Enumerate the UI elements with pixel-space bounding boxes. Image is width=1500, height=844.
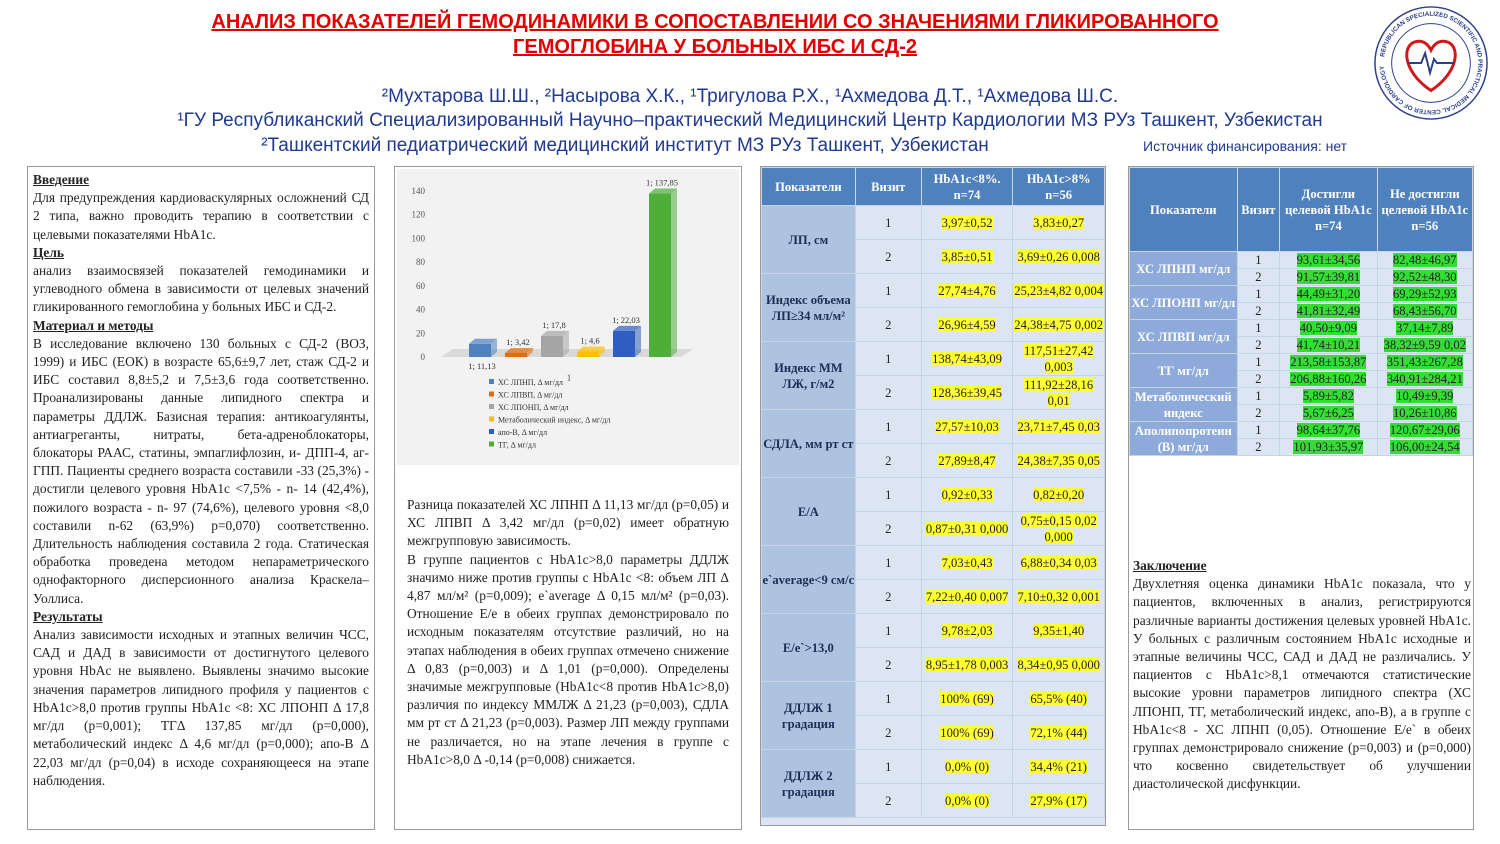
value-cell: 27,57±10,03 (921, 410, 1013, 444)
visit-cell: 1 (1237, 422, 1280, 439)
visit-cell: 1 (1237, 320, 1280, 337)
table-row (1130, 286, 1473, 303)
table-row (762, 546, 1105, 580)
results-heading: Результаты (33, 608, 103, 624)
value-cell: 7,03±0,43 (921, 546, 1013, 580)
row-label-cell: Индекс объема ЛП≥34 мл/м² (762, 274, 856, 342)
table-row (1130, 354, 1473, 371)
title-line-1: АНАЛИЗ ПОКАЗАТЕЛЕЙ ГЕМОДИНАМИКИ В СОПОСТАВЛЕНИИ СО ЗНАЧЕНИЯМИ ГЛИКИРОВАННОГО (211, 11, 1219, 33)
affiliation-1: ¹ГУ Республиканский Специализированный Научно–практический Медицинский Центр Кардиологии МЗ РУз Ташкент, Узбекистан (177, 110, 1323, 131)
value-cell: 27,9% (17) (1013, 784, 1105, 818)
value-cell: 351,43±267,28 (1377, 354, 1472, 371)
visit-cell: 1 (855, 410, 921, 444)
value-cell: 3,83±0,27 (1013, 206, 1105, 240)
data-label: 1; 17,8 (542, 319, 566, 330)
aim-text: анализ взаимосвязей показателей гемодинамики и углеводного обмена в зависимости от целевых значений гликированного гемоглобина у больных ИБС и СД-2. (33, 263, 369, 315)
lipid-table-panel (1128, 166, 1474, 830)
chart-bar (577, 352, 599, 357)
value-cell: 10,26±10,86 (1377, 405, 1472, 422)
value-cell: 0,0% (0) (921, 750, 1013, 784)
value-cell: 98,64±37,76 (1280, 422, 1377, 439)
table-row (762, 206, 1105, 240)
diastolic-table (761, 167, 1105, 818)
diastolic-table-panel (760, 166, 1106, 826)
legend-entry: Метаболический индекс, Δ мг/дл (498, 415, 611, 425)
value-cell: 138,74±43,09 (921, 342, 1013, 376)
visit-cell: 1 (855, 478, 921, 512)
bar-chart-box (397, 169, 739, 465)
table-header-cell: Визит (855, 168, 921, 206)
value-cell: 10,49±9,39 (1377, 388, 1472, 405)
visit-cell: 1 (1237, 286, 1280, 303)
title-line-2: ГЕМОГЛОБИНА У БОЛЬНЫХ ИБС И СД-2 (513, 36, 917, 58)
visit-cell: 2 (1237, 303, 1280, 320)
row-label-cell: ДДЛЖ 2 градация (762, 750, 856, 818)
authors: ²Мухтарова Ш.Ш., ²Насырова Х.К., ¹Тригулова Р.Х., ¹Ахмедова Д.Т., ¹Ахмедова Ш.С. (381, 86, 1119, 107)
legend-entry: ХС ЛПОНП, Δ мг/дл (498, 403, 569, 412)
value-cell: 7,10±0,32 0,001 (1013, 580, 1105, 614)
visit-cell: 1 (1237, 388, 1280, 405)
visit-cell: 2 (855, 648, 921, 682)
value-cell: 9,35±1,40 (1013, 614, 1105, 648)
legend-swatch (489, 379, 494, 384)
visit-cell: 2 (855, 716, 921, 750)
value-cell: 93,61±34,56 (1280, 252, 1377, 269)
value-cell: 0,92±0,33 (921, 478, 1013, 512)
visit-cell: 2 (855, 308, 921, 342)
table-row (1130, 388, 1473, 405)
table-header-cell: Показатели (1130, 168, 1238, 252)
table-header-row (762, 168, 1105, 206)
value-cell: 3,97±0,52 (921, 206, 1013, 240)
legend-entry: апо-В, Δ мг/дл (498, 428, 548, 437)
value-cell: 100% (69) (921, 682, 1013, 716)
y-tick-label: 20 (416, 328, 425, 339)
value-cell: 24,38±4,75 0,002 (1013, 308, 1105, 342)
data-label: 1; 11,13 (468, 361, 496, 371)
value-cell: 24,38±7,35 0,05 (1013, 444, 1105, 478)
visit-cell: 2 (855, 240, 921, 274)
row-label-cell: Метаболический индекс (1130, 388, 1238, 422)
value-cell: 3,85±0,51 (921, 240, 1013, 274)
visit-cell: 2 (855, 784, 921, 818)
chart-bar (469, 344, 491, 357)
conclusion-heading: Заключение (1133, 558, 1207, 573)
y-tick-label: 120 (411, 209, 425, 220)
intro-text: Для предупреждения кардиоваскулярных осложнений СД 2 типа, важно проводить терапию в соответствии с целевыми показателями HbA1c. (33, 190, 369, 242)
value-cell: 101,93±35,97 (1280, 439, 1377, 456)
y-tick-label: 100 (411, 233, 425, 244)
methods-text: В исследование включено 130 больных с СД-2 (ВОЗ, 1999) и ИБС (ЕОК) в возрасте 65,6±9,7 лет, стаж СД-2 и ИБС составил 8,8±5,2 и 7,5±3,6 года соответственно. Проанализированы данные липидного спектра и параметры ДДЛЖ. Базисная терапия: антикоагулянты, антиагреганты, нитраты, бета-адреноблокаторы, блокаторы РААС, статины, эмпаглифлозин, и- ДПП-4, аг- ГПП. Пациенты среднего возраста составили -33 (25,3%) - достигли целевого уровня HbA1c <7,5% - n- 14 (42,4%), пожилого возраста - n- 97 (74,6%), целевого уровня <8,0 составили n-62 (63,9%) p=0,070) соответственно. Длительность наблюдения составила 2 года. Статическая обработка проведена методом непараметрического однофакторного дисперсионного анализа Краскела–Уоллиса. (33, 335, 369, 606)
value-cell: 26,96±4,59 (921, 308, 1013, 342)
table-header-cell: HbA1c>8% n=56 (1013, 168, 1105, 206)
conclusion-block (1133, 557, 1471, 794)
legend-swatch (489, 392, 494, 397)
table-header-cell: Визит (1237, 168, 1280, 252)
value-cell: 120,67±29,06 (1377, 422, 1472, 439)
value-cell: 38,32±9,59 0,02 (1377, 337, 1472, 354)
data-label: 1; 4,6 (580, 335, 600, 346)
svg-text:REPUBLICAN SPECIALIZED SCIENTI: REPUBLICAN SPECIALIZED SCIENTIFIC AND PRACTICAL MEDICAL CENTER OF CARDIOLOGY (1378, 10, 1484, 116)
chart-note: Разница показателей ХС ЛПНП Δ 11,13 мг/дл (p=0,05) и ХС ЛПВП Δ 3,42 мг/дл (p=0,02) имеет обратную межгрупповую зависимость. В группе пациентов с HbA1c>8,0 параметры ДДЛЖ значимо ниже против группы с HbA1c <8: объем ЛП Δ 4,87 мл/м² (p=0,009); e`average Δ 0,15 мл/м² (p=0,03). Отношение E/e в обеих группах демонстрировало по исходным показателям отсутствие различий, но на этапах наблюдения в обеих группах отмечено снижение Δ 0,83 (p=0,003) и Δ 1,01 (p=0,000). Определены значимые межгрупповые (HbA1c<8 против HbA1c>8,0) различия по индексу ММЛЖ Δ 21,23 (p=0,003), СДЛА мм рт ст Δ 21,23 (p=0,003). Размер ЛП между группами не различается, но на этапе лечения в группе с HbA1c>8,0 Δ -0,14 (p=0,008) снижается. (407, 497, 729, 767)
y-tick-label: 60 (416, 280, 425, 291)
value-cell: 340,91±284,21 (1377, 371, 1472, 388)
poster-title (60, 10, 1370, 60)
bar-chart (397, 169, 739, 465)
value-cell: 27,89±8,47 (921, 444, 1013, 478)
visit-cell: 1 (855, 206, 921, 240)
chart-bar (541, 336, 563, 357)
x-category-label: 1 (566, 373, 572, 383)
y-tick-label: 80 (416, 257, 425, 268)
visit-cell: 2 (855, 376, 921, 410)
cardiology-center-logo (1372, 4, 1490, 122)
legend-swatch (489, 442, 494, 447)
legend-swatch (489, 417, 494, 422)
data-label: 1; 22,03 (612, 314, 640, 325)
row-label-cell: ЛП, см (762, 206, 856, 274)
value-cell: 41,74±10,21 (1280, 337, 1377, 354)
value-cell: 40,50±9,09 (1280, 320, 1377, 337)
value-cell: 0,87±0,31 0,000 (921, 512, 1013, 546)
value-cell: 0,0% (0) (921, 784, 1013, 818)
table-header-cell: HbA1c<8%. n=74 (921, 168, 1013, 206)
visit-cell: 1 (855, 614, 921, 648)
visit-cell: 2 (1237, 439, 1280, 456)
value-cell: 117,51±27,42 0,003 (1013, 342, 1105, 376)
legend-entry: ХС ЛПНП, Δ мг/дл (498, 378, 563, 387)
value-cell: 23,71±7,45 0,03 (1013, 410, 1105, 444)
visit-cell: 2 (1237, 269, 1280, 286)
visit-cell: 1 (855, 682, 921, 716)
visit-cell: 2 (1237, 371, 1280, 388)
funding-note: Источник финансирования: нет (1143, 138, 1348, 154)
value-cell: 27,74±4,76 (921, 274, 1013, 308)
visit-cell: 1 (855, 750, 921, 784)
value-cell: 69,29±52,93 (1377, 286, 1472, 303)
aim-heading: Цель (33, 244, 64, 260)
table-header-row (1130, 168, 1473, 252)
chart-bar (649, 194, 671, 357)
results-text: Анализ зависимости исходных и этапных величин ЧСС, САД и ДАД в зависимости от достигнутого целевого уровня HbAc не выявлено. Выявлены значимо высокие значения параметров липидного профиля у пациентов с HbA1c>8,0 против группы HbA1c <8: ХС ЛПОНП Δ 17,8 мг/дл (p=0,001); ТГΔ 137,85 мг/дл (p=0,000), метаболический индекс Δ 4,6 мг/дл (p=0,000); апо-В Δ 22,03 мг/дл (p=0,04) в исходе сохраняющееся на этапе наблюдения. (33, 627, 369, 788)
y-tick-label: 40 (416, 304, 425, 315)
table-row (762, 682, 1105, 716)
table-row (762, 750, 1105, 784)
chart-bar (505, 353, 527, 357)
table-header-cell: Достигли целевой HbA1c n=74 (1280, 168, 1377, 252)
visit-cell: 2 (855, 444, 921, 478)
chart-bar-side (671, 189, 677, 357)
value-cell: 0,75±0,15 0,02 0,000 (1013, 512, 1105, 546)
methods-heading: Материал и методы (33, 317, 154, 333)
value-cell: 44,49±31,20 (1280, 286, 1377, 303)
value-cell: 68,43±56,70 (1377, 303, 1472, 320)
value-cell: 100% (69) (921, 716, 1013, 750)
row-label-cell: СДЛА, мм рт ст (762, 410, 856, 478)
table-row (762, 478, 1105, 512)
table-row (762, 274, 1105, 308)
visit-cell: 1 (1237, 354, 1280, 371)
value-cell: 25,23±4,82 0,004 (1013, 274, 1105, 308)
value-cell: 6,88±0,34 0,03 (1013, 546, 1105, 580)
lipid-table (1129, 167, 1473, 456)
chart-panel (394, 166, 742, 830)
row-label-cell: E/A (762, 478, 856, 546)
legend-entry: ХС ЛПВП, Δ мг/дл (498, 390, 563, 400)
row-label-cell: e`average<9 см/с (762, 546, 856, 614)
value-cell: 65,5% (40) (1013, 682, 1105, 716)
table-row (762, 342, 1105, 376)
row-label-cell: Аполипопротеин (В) мг/дл (1130, 422, 1238, 456)
value-cell: 92,52±48,30 (1377, 269, 1472, 286)
row-label-cell: ХС ЛПНП мг/дл (1130, 252, 1238, 286)
row-label-cell: Индекс ММ ЛЖ, г/м2 (762, 342, 856, 410)
value-cell: 0,82±0,20 (1013, 478, 1105, 512)
legend-entry: ТГ, Δ мг/дл (498, 440, 536, 450)
value-cell: 82,48±46,97 (1377, 252, 1472, 269)
table-row (762, 410, 1105, 444)
value-cell: 72,1% (44) (1013, 716, 1105, 750)
legend-swatch (489, 404, 494, 409)
affiliation-2: ²Ташкентский педиатрический медицинский институт МЗ РУз Ташкент, Узбекистан (261, 135, 989, 156)
visit-cell: 2 (1237, 405, 1280, 422)
value-cell: 106,00±24,54 (1377, 439, 1472, 456)
visit-cell: 2 (855, 580, 921, 614)
value-cell: 91,57±39,81 (1280, 269, 1377, 286)
table-row (1130, 422, 1473, 439)
value-cell: 128,36±39,45 (921, 376, 1013, 410)
visit-cell: 1 (1237, 252, 1280, 269)
value-cell: 3,69±0,26 0,008 (1013, 240, 1105, 274)
value-cell: 7,22±0,40 0,007 (921, 580, 1013, 614)
visit-cell: 2 (1237, 337, 1280, 354)
value-cell: 8,95±1,78 0,003 (921, 648, 1013, 682)
data-label: 1; 137,85 (645, 177, 679, 188)
table-header-cell: Не достигли целевой HbA1c n=56 (1377, 168, 1472, 252)
y-tick-label: 0 (420, 352, 425, 362)
conclusion-text: Двухлетняя оценка динамики HbA1c показала, что у пациентов, включенных в анализ, регистрируются различные варианты достижения целевых уровней HbA1c. У больных с различным состоянием HbA1c исходные и этапные величины ЧСС, САД и ДАД не различались. У пациентов с HbA1c>8,1 отмечаются статистические высокие уровни параметров липидного спектра (ХС ЛПОНП, ТГ, метаболический индекс, апо-В), а в группе с HbA1c<8 - ХС ЛПНП (0,05). Отношение E/e` в обеих группах демонстрировало снижение (p=0,003) и (p=0,000) что косвенно свидетельствует об улучшении диастолической дисфункции. (1133, 576, 1471, 792)
table-row (1130, 252, 1473, 269)
table-row (762, 614, 1105, 648)
row-label-cell: ХС ЛПОНП мг/дл (1130, 286, 1238, 320)
visit-cell: 1 (855, 546, 921, 580)
value-cell: 206,88±160,26 (1280, 371, 1377, 388)
intro-heading: Введение (33, 172, 90, 187)
value-cell: 5,67±6,25 (1280, 405, 1377, 422)
value-cell: 41,81±32,49 (1280, 303, 1377, 320)
intro-panel (27, 166, 375, 830)
row-label-cell: ДДЛЖ 1 градация (762, 682, 856, 750)
row-label-cell: E/e`>13,0 (762, 614, 856, 682)
table-header-cell: Показатели (762, 168, 856, 206)
value-cell: 9,78±2,03 (921, 614, 1013, 648)
value-cell: 8,34±0,95 0,000 (1013, 648, 1105, 682)
row-label-cell: ХС ЛПВП мг/дл (1130, 320, 1238, 354)
chart-bar-side (635, 326, 641, 357)
value-cell: 111,92±28,16 0,01 (1013, 376, 1105, 410)
table-row (1130, 320, 1473, 337)
value-cell: 5,89±5,82 (1280, 388, 1377, 405)
chart-bar (613, 331, 635, 357)
visit-cell: 1 (855, 342, 921, 376)
data-label: 1; 3,42 (506, 336, 530, 347)
visit-cell: 2 (855, 512, 921, 546)
visit-cell: 1 (855, 274, 921, 308)
value-cell: 213,58±153,87 (1280, 354, 1377, 371)
legend-swatch (489, 429, 494, 434)
row-label-cell: ТГ мг/дл (1130, 354, 1238, 388)
y-tick-label: 140 (411, 186, 425, 196)
value-cell: 34,4% (21) (1013, 750, 1105, 784)
value-cell: 37,14±7,89 (1377, 320, 1472, 337)
